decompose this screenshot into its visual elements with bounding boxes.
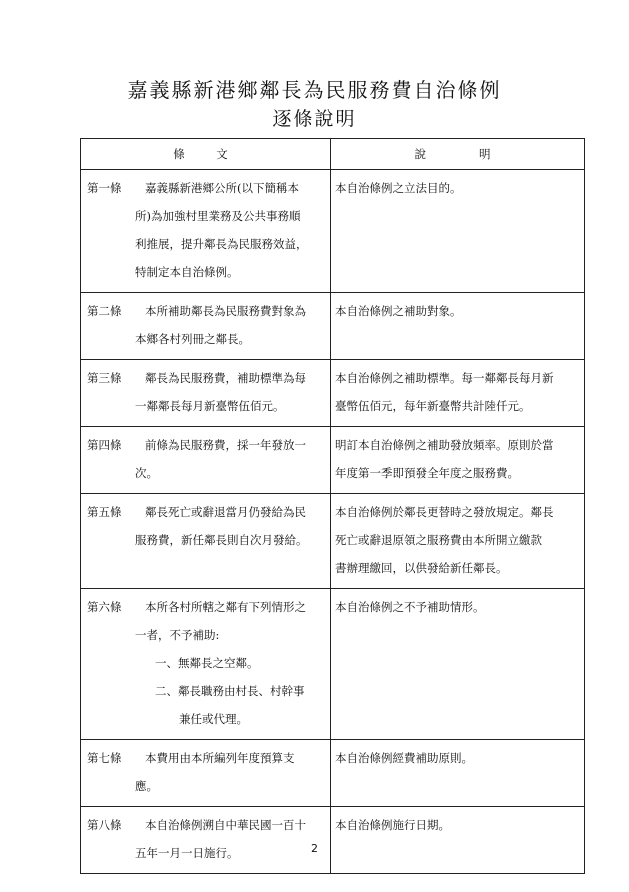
- article-label: 第一條: [87, 181, 122, 195]
- article-cell: [81, 589, 331, 740]
- article-item: 一、無鄰長之空鄰。: [155, 656, 259, 670]
- article-text: 鄰長為民服務費，補助標準為每: [145, 371, 306, 385]
- table-row: [81, 293, 585, 360]
- article-first-line: [87, 744, 326, 772]
- table-row: [81, 494, 585, 589]
- explanation-cell: [331, 740, 585, 807]
- explanation-table: [80, 138, 585, 874]
- explanation-cell: [331, 807, 585, 874]
- explanation-line: 本自治條例之補助標準。每一鄰鄰長每月新: [335, 371, 554, 385]
- article-text-line: 應。: [135, 779, 158, 793]
- article-label: 第四條: [87, 438, 122, 452]
- article-label: 第五條: [87, 505, 122, 519]
- article-text-line: 次。: [135, 466, 158, 480]
- article-text-line: 利推展，提升鄰長為民服務效益，: [135, 237, 308, 251]
- article-first-line: [87, 174, 326, 202]
- article-text-line: 特制定本自治條例。: [135, 265, 239, 279]
- explanation-line: 死亡或辭退原領之服務費由本所開立繳款: [335, 533, 542, 547]
- article-label: 第三條: [87, 371, 122, 385]
- explanation-line: 本自治條例於鄰長更替時之發放規定。鄰長: [335, 505, 554, 519]
- explanation-line: 本自治條例經費補助原則。: [335, 751, 473, 765]
- article-item: 二、鄰長職務由村長、村幹事: [155, 684, 305, 698]
- article-first-line: [87, 431, 326, 459]
- table-row: [81, 360, 585, 427]
- explanation-cell: [331, 360, 585, 427]
- article-text-line: 服務費，新任鄰長則自次月發給。: [135, 533, 308, 547]
- article-cell: [81, 293, 331, 360]
- article-first-line: [87, 297, 326, 325]
- explanation-line: 明訂本自治條例之補助發放頻率。原則於當: [335, 438, 554, 452]
- header-explanation: 說 明: [331, 139, 585, 170]
- article-text-line: 所)為加強村里業務及公共事務順: [135, 209, 301, 223]
- article-cell: [81, 427, 331, 494]
- explanation-cell: [331, 170, 585, 293]
- article-first-line: [87, 593, 326, 621]
- explanation-cell: [331, 427, 585, 494]
- explanation-line: 本自治條例之立法目的。: [335, 181, 462, 195]
- article-text: 本所各村所轄之鄰有下列情形之: [145, 600, 306, 614]
- article-label: 第七條: [87, 751, 122, 765]
- article-text: 本自治條例溯自中華民國一百十: [145, 818, 306, 832]
- article-label: 第六條: [87, 600, 122, 614]
- explanation-line: 年度第一季即預發全年度之服務費。: [335, 466, 519, 480]
- explanation-line: 本自治條例之不予補助情形。: [335, 600, 485, 614]
- explanation-line: 本自治條例之補助對象。: [335, 304, 462, 318]
- table-row: [81, 740, 585, 807]
- article-text: 前條為民服務費，採一年發放一: [145, 438, 306, 452]
- table-row: [81, 589, 585, 740]
- article-text: 嘉義縣新港鄉公所(以下簡稱本: [145, 181, 299, 195]
- explanation-line: 書辦理繳回，以供發給新任鄰長。: [335, 561, 508, 575]
- article-label: 第二條: [87, 304, 122, 318]
- document-subtitle: 逐條說明: [272, 108, 357, 130]
- article-text-line: 一者，不予補助:: [135, 628, 220, 642]
- article-cell: [81, 360, 331, 427]
- table-row: [81, 427, 585, 494]
- article-cell: [81, 807, 331, 874]
- explanation-line: 本自治條例施行日期。: [335, 818, 450, 832]
- page-number: 2: [311, 842, 318, 855]
- table-row: [81, 170, 585, 293]
- explanation-cell: [331, 494, 585, 589]
- article-cell: [81, 170, 331, 293]
- article-first-line: [87, 364, 326, 392]
- article-text-line: 一鄰鄰長每月新臺幣伍佰元。: [135, 399, 285, 413]
- article-cell: [81, 494, 331, 589]
- explanation-cell: [331, 293, 585, 360]
- article-text-line: 五年一月一日施行。: [135, 846, 239, 860]
- article-text: 鄰長死亡或辭退當月仍發給為民: [145, 505, 306, 519]
- article-text: 本費用由本所編列年度預算支: [145, 751, 295, 765]
- article-text-line: 本鄉各村列冊之鄰長。: [135, 332, 250, 346]
- header-article: 條 文: [81, 139, 331, 170]
- table-row: [81, 807, 585, 874]
- article-text: 本所補助鄰長為民服務費對象為: [145, 304, 306, 318]
- article-first-line: [87, 811, 326, 839]
- explanation-line: 臺幣伍佰元，每年新臺幣共計陸仟元。: [335, 399, 531, 413]
- article-label: 第八條: [87, 818, 122, 832]
- article-cell: [81, 740, 331, 807]
- document-title: 嘉義縣新港鄉鄰長為民服務費自治條例: [127, 78, 502, 102]
- table-header-row: [81, 139, 585, 170]
- article-item: 兼任或代理。: [179, 712, 248, 726]
- explanation-cell: [331, 589, 585, 740]
- article-first-line: [87, 498, 326, 526]
